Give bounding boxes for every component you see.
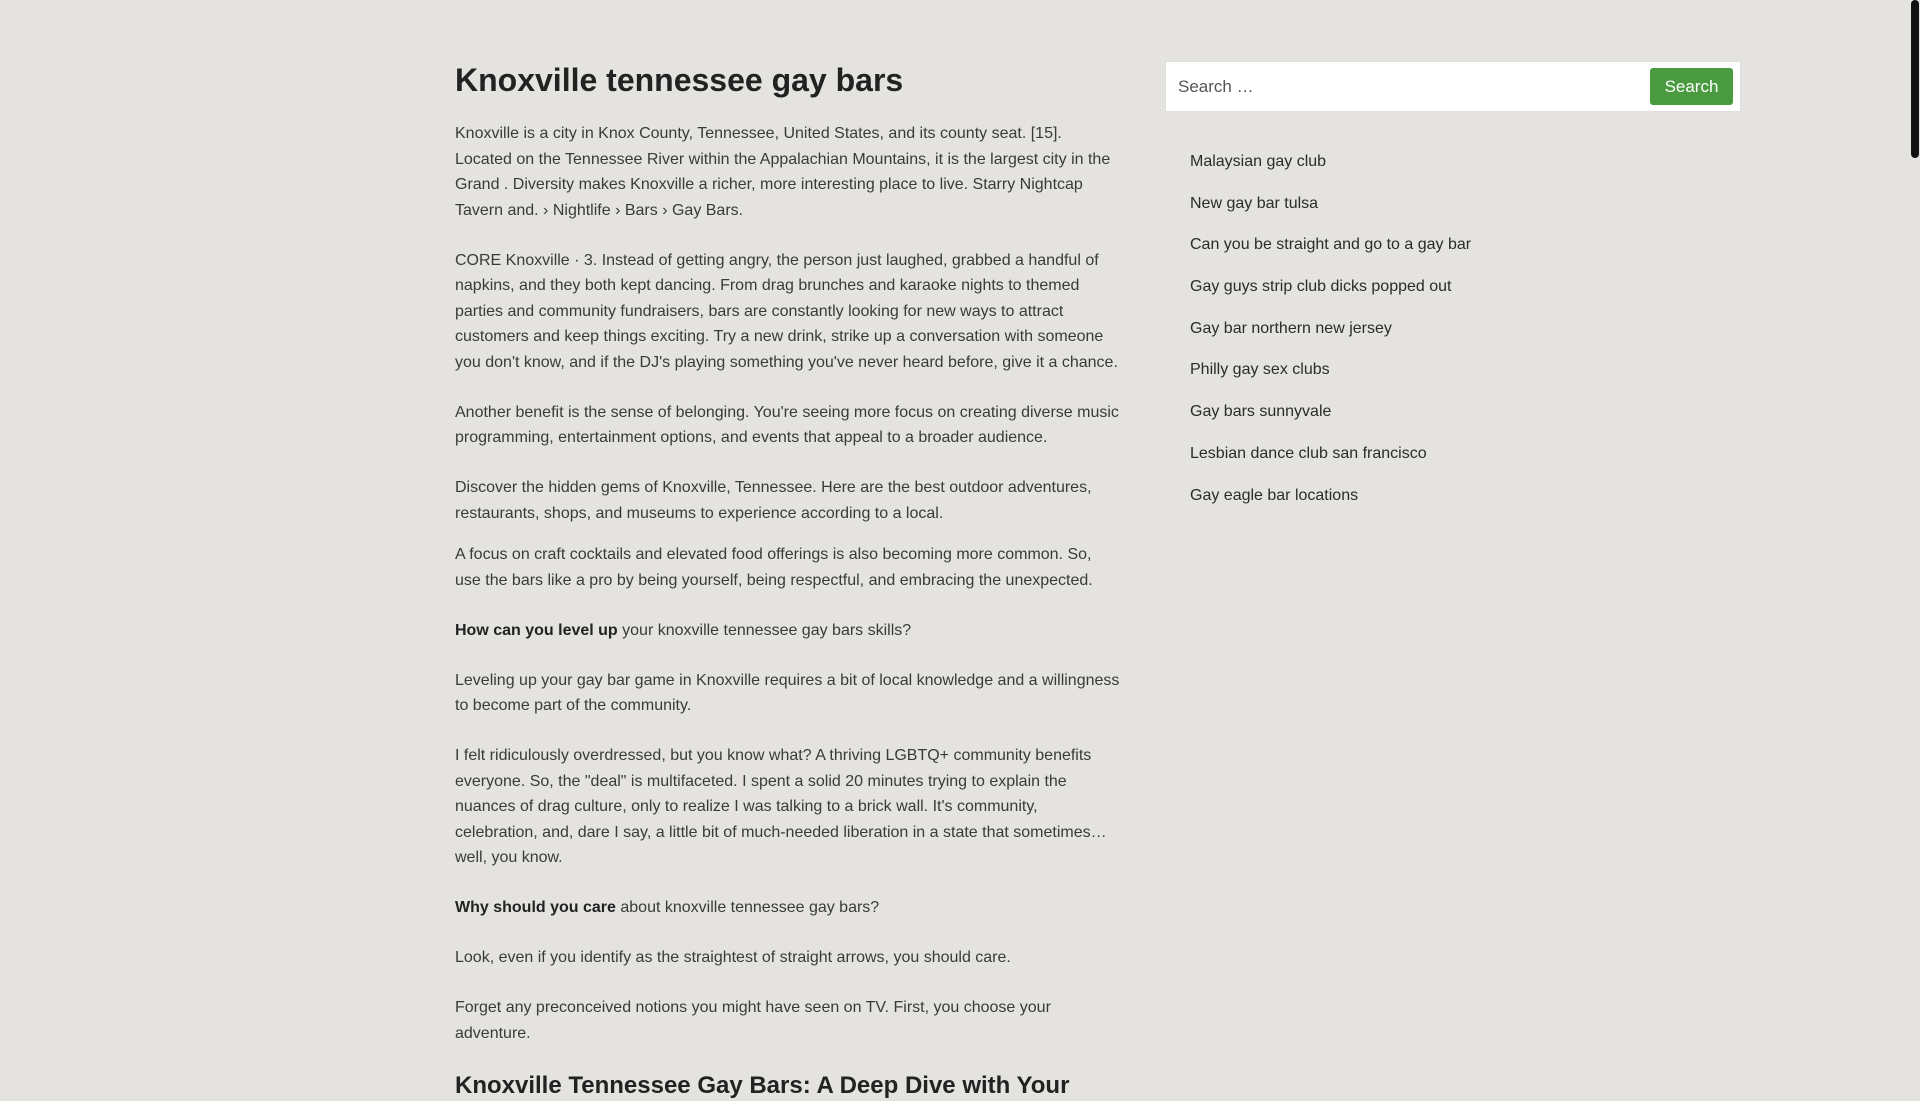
link-philly-clubs[interactable]: Philly gay sex clubs (1190, 361, 1330, 379)
question-level-up (455, 618, 1120, 644)
paragraph-core-knoxville: CORE Knoxville · 3. Instead of getting angry, the person just laughed, grabbed a handful of napkins, and they both kept dancing. From drag brunches and karaoke nights to themed parties and community fundraisers, bars are constantly looking for new ways to attract customers and keep things exciting. Try a new drink, strike up a conversation with someone you don't know, and if the DJ's playing something you've never heard before, give it a chance. (455, 251, 1118, 371)
link-malaysian-gay-club[interactable]: Malaysian gay club (1190, 153, 1327, 170)
search-input[interactable] (1178, 77, 1650, 97)
list-item (1190, 402, 1741, 444)
paragraph-leveling-up: Leveling up your gay bar game in Knoxville requires a bit of local knowledge and a willingness to become part of the community. (455, 671, 1120, 714)
related-links-list (1165, 152, 1741, 527)
list-item (1190, 235, 1741, 277)
question-why-care-bold: Why should you care (455, 899, 616, 916)
question-level-up-rest: your knoxville tennessee gay bars skills? (617, 621, 912, 639)
sidebar (1165, 61, 1741, 527)
scrollbar[interactable] (1910, 0, 1920, 1080)
question-why-care-rest: about knoxville tennessee gay bars? (615, 899, 880, 916)
scrollbar-thumb[interactable] (1911, 0, 1919, 158)
paragraph-hidden-gems: Discover the hidden gems of Knoxville, Tennessee. Here are the best outdoor adventures, restaurants, shops, and museums to experience according to a local. (455, 479, 1092, 522)
search-button[interactable]: Search (1650, 68, 1733, 105)
list-item (1190, 444, 1741, 486)
paragraph-intro: Knoxville is a city in Knox County, Tennessee, United States, and its county seat. [15]. Located on the Tennessee River within the Appalachian Mountains, it is the largest city in the Grand . Diversity makes Knoxville a richer, more interesting place to live. Starry Nightcap Tavern and. › Nightlife › Bars › Gay Bars. (455, 125, 1111, 219)
search-form (1165, 61, 1741, 112)
list-item (1190, 152, 1741, 194)
article (455, 60, 1120, 1101)
paragraph-overdressed: I felt ridiculously overdressed, but you know what? A thriving LGBTQ+ community benefits everyone. So, the "deal" is multifaceted. I spent a solid 20 minutes trying to explain the nuances of drag culture, only to realize I was talking to a brick wall. It's community, celebration, and, dare I say, a little bit of much-needed liberation in a state that sometimes… well, you know. (455, 747, 1107, 866)
paragraph-straight-arrows: Look, even if you identify as the straightest of straight arrows, you should care. (455, 949, 1011, 966)
link-straight-gay-bar[interactable]: Can you be straight and go to a gay bar (1190, 236, 1472, 254)
link-san-francisco[interactable]: Lesbian dance club san francisco (1190, 444, 1427, 462)
question-why-care (455, 895, 1120, 921)
section-heading: Knoxville Tennessee Gay Bars: A Deep Dive with Your (455, 1071, 1070, 1099)
list-item (1190, 360, 1741, 402)
question-level-up-bold: How can you level up (455, 621, 618, 639)
link-new-gay-bar-tulsa[interactable]: New gay bar tulsa (1190, 194, 1319, 212)
paragraph-belonging: Another benefit is the sense of belonging. You're seeing more focus on creating diverse music programming, entertainment options, and events that appeal to a broader audience. (455, 403, 1119, 446)
paragraph-preconceived: Forget any preconceived notions you might have seen on TV. First, you choose your adventure. (455, 999, 1051, 1042)
link-strip-club[interactable]: Gay guys strip club dicks popped out (1190, 278, 1452, 296)
list-item (1190, 486, 1741, 528)
link-eagle-bar[interactable]: Gay eagle bar locations (1190, 486, 1359, 504)
page-title: Knoxville tennessee gay bars (455, 62, 904, 98)
list-item (1190, 277, 1741, 319)
paragraph-craft-cocktails: A focus on craft cocktails and elevated food offerings is also becoming more common. So, use the bars like a pro by being yourself, being respectful, and embracing the unexpected. (455, 546, 1093, 589)
list-item (1190, 194, 1741, 236)
link-northern-new-jersey[interactable]: Gay bar northern new jersey (1190, 319, 1392, 337)
list-item (1190, 319, 1741, 361)
link-sunnyvale[interactable]: Gay bars sunnyvale (1190, 403, 1332, 421)
